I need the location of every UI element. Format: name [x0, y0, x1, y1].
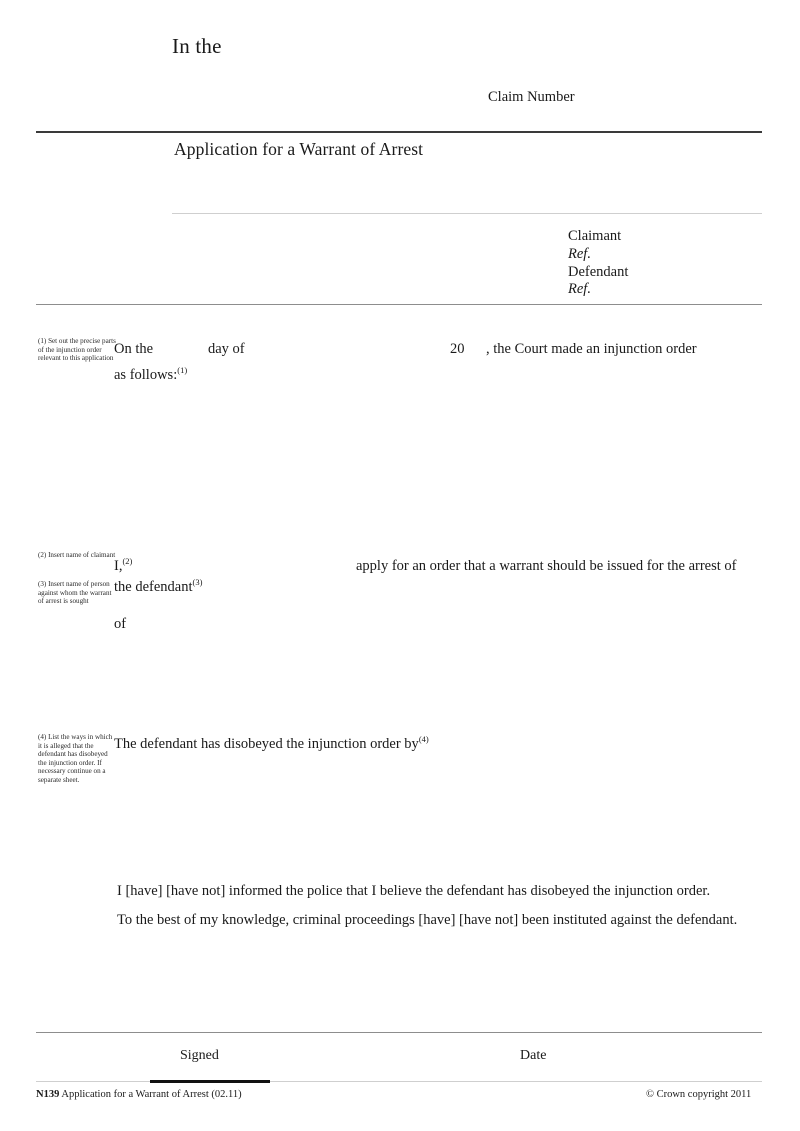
footer-form-description: Application for a Warrant of Arrest (02.11): [61, 1089, 242, 1100]
i-marker: (2): [122, 556, 133, 567]
of-label: of: [114, 616, 127, 632]
the-defendant-line: [114, 574, 202, 600]
date-label: Date: [520, 1048, 547, 1063]
claimant-label: Claimant: [568, 228, 622, 244]
footer-copyright: © Crown copyright 2011: [646, 1089, 752, 1100]
i-label: I,: [114, 558, 123, 574]
signature-bottom-divider: [36, 1081, 762, 1082]
footer-form-reference: [36, 1089, 242, 1100]
margin-note-3-number: (3): [38, 580, 47, 588]
year-prefix-label: 20: [450, 341, 465, 357]
margin-note-3: [38, 580, 116, 606]
margin-note-2-text: Insert name of claimant: [48, 551, 116, 559]
as-follows-line: [114, 362, 187, 388]
margin-note-1-number: (1): [38, 337, 47, 345]
signature-top-divider: [36, 1032, 762, 1033]
margin-note-1: [38, 337, 116, 363]
claimant-ref-label: Ref.: [568, 245, 591, 262]
margin-note-3-text: Insert name of person against whom the warrant of arrest is sought: [38, 580, 112, 606]
as-follows-label: as follows:: [114, 367, 178, 383]
disobeyed-text: The defendant has disobeyed the injunction order by: [114, 736, 419, 752]
in-the-label: In the: [172, 34, 222, 58]
disobeyed-line: [114, 731, 429, 757]
defendant-label: Defendant: [568, 263, 629, 280]
claim-number-label: Claim Number: [488, 89, 575, 105]
signature-bottom-divider-accent: [150, 1080, 270, 1083]
page-title: Application for a Warrant of Arrest: [174, 139, 424, 159]
party-block: [568, 228, 628, 299]
day-of-label: day of: [208, 341, 245, 357]
margin-note-2: [38, 551, 116, 560]
footer-form-code: N139: [36, 1089, 60, 1100]
police-declaration: I [have] [have not] informed the police that I believe the defendant has disobeyed the injunction order.: [117, 883, 711, 899]
margin-note-4-text: List the ways in which it is alleged that the defendant has disobeyed the injunction order. If necessary continue on a separate sheet.: [38, 733, 113, 784]
court-made-order-text: , the Court made an injunction order: [486, 341, 697, 357]
criminal-proceedings-declaration: To the best of my knowledge, criminal proceedings [have] [have not] been instituted against the defendant.: [117, 912, 738, 928]
party-block-top-divider: [172, 213, 762, 214]
apply-for-order-text: apply for an order that a warrant should be issued for the arrest of: [356, 558, 737, 574]
margin-note-2-number: (2): [38, 551, 47, 559]
header-divider: [36, 131, 762, 133]
margin-note-4-number: (4): [38, 733, 47, 741]
disobeyed-marker: (4): [418, 734, 429, 745]
margin-note-1-text: Set out the precise parts of the injunction order relevant to this application: [38, 337, 116, 363]
party-block-bottom-divider: [36, 304, 762, 305]
the-defendant-marker: (3): [192, 577, 203, 588]
on-the-label: On the: [114, 341, 154, 357]
margin-note-4: [38, 733, 116, 785]
as-follows-marker: (1): [177, 365, 188, 376]
the-defendant-label: the defendant: [114, 579, 193, 595]
defendant-ref-label: Ref.: [568, 281, 591, 298]
signed-label: Signed: [180, 1048, 219, 1063]
